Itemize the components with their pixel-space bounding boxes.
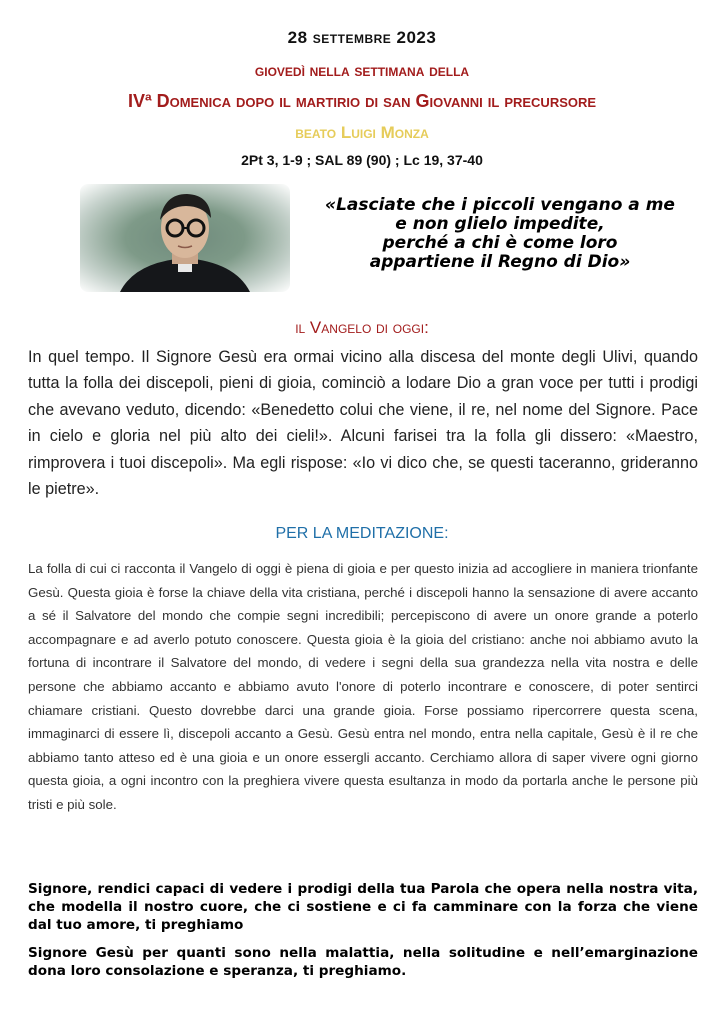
- liturgical-day: giovedì nella settimana della: [254, 61, 470, 80]
- gospel-heading: il Vangelo di oggi:: [295, 318, 429, 337]
- portrait-image: [80, 184, 290, 292]
- meditation-heading: PER LA MEDITAZIONE:: [275, 525, 449, 542]
- readings-reference: 2Pt 3, 1-9 ; SAL 89 (90) ; Lc 19, 37-40: [241, 152, 483, 168]
- gospel-text: In quel tempo. Il Signore Gesù era ormai vicino alla discesa del monte degli Ulivi, quando tutta la folla dei discepoli, pieni di gioia, cominciò a lodare Dio a gran voce per tutti i prodigi che avevano veduto, dicendo: «Benedetto colui che viene, il re, nel nome del Signore. Pace in cielo e gloria nel più alto dei cieli!». Alcuni farisei tra la folla gli dissero: «Maestro, rimprovera i tuoi discepoli». Ma egli rispose: «Io vi dico che, se questi taceranno, grideranno le pietre».: [28, 348, 698, 499]
- quote-line: «Lasciate che i piccoli vengano a me: [325, 195, 675, 215]
- blessed-name: beato Luigi Monza: [295, 123, 429, 142]
- date-title: 28 settembre 2023: [287, 28, 437, 47]
- gospel-quote: [300, 196, 700, 272]
- quote-line: e non glielo impedite,: [395, 214, 605, 234]
- prayer-intention: Signore, rendici capaci di vedere i prodigi della tua Parola che opera nella nostra vita, che modella il nostro cuore, che ci sostiene e ci fa camminare con la forza che viene dal tuo amore, ti preghiamo: [28, 881, 698, 933]
- prayer-intention: Signore Gesù per quanti sono nella malattia, nella solitudine e nell’emarginazione dona loro consolazione e speranza, ti preghiamo.: [28, 945, 698, 979]
- quote-line: perché a chi è come loro: [382, 233, 618, 253]
- quote-line: appartiene il Regno di Dio»: [369, 252, 631, 272]
- liturgical-sunday: IVª Domenica dopo il martirio di san Giovanni il precursore: [127, 91, 597, 111]
- meditation-text: La folla di cui ci racconta il Vangelo di oggi è piena di gioia e per questo inizia ad accogliere in maniera trionfante Gesù. Questa gioia è forse la chiave della vita cristiana, perché i discepoli hanno la sensazione di avere accanto a sé il Salvatore del mondo che compie segni incredibili; percepiscono di avere un onore grande a poterlo accompagnare e ad averlo potuto conoscere. Questa gioia è la gioia del cristiano: anche noi abbiamo avuto la fortuna di incontrare il Salvatore del mondo, di vedere i segni della sua grandezza nella vita nostra e delle persone che abbiamo accanto e abbiamo avuto l'onore di poterlo incontrare e conoscere, di poter sentirci chiamare cristiani. Questo dovrebbe darci una grande gioia. Forse possiamo ripercorrere questa scena, immaginarci di essere lì, discepoli accanto a Gesù. Gesù entra nel mondo, entra nella capitale, Gesù è il re che abbiamo tanto atteso ed è una gioia e un onore essergli accanto. Cerchiamo allora di saper vivere ogni giorno questa gioia, a ogni incontro con la preghiera vivere questa esultanza in modo da portarla anche le persone più tristi e più sole.: [28, 561, 698, 812]
